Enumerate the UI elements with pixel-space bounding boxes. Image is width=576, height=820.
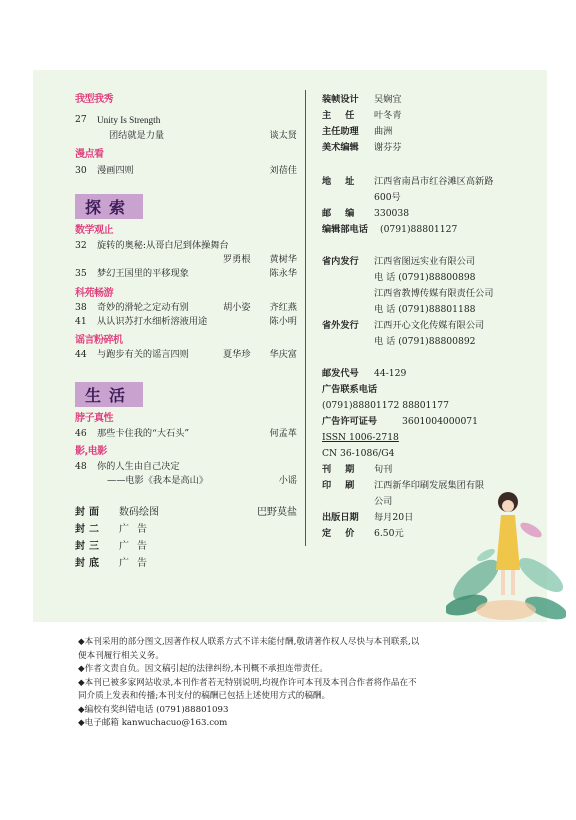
footer-line: ◆本刊已被多家网站收录,本刊作者若无特别说明,均视作许可本刊及本刊合作者将作品在不 xyxy=(78,677,417,688)
toc-entry[interactable]: 30 漫画四则 刘蓓佳 xyxy=(75,165,297,176)
section-title: 我型我秀 xyxy=(75,94,113,105)
section-title: 影,电影 xyxy=(75,446,107,457)
girl-with-plants-illustration xyxy=(446,460,566,620)
address-line2: 600号 xyxy=(374,192,401,203)
distribution-tel: 电 话 (0791)88800892 xyxy=(374,336,476,347)
category-title: 生活 xyxy=(75,382,143,407)
distribution-row: 省外发行 江西开心文化传媒有限公司 xyxy=(322,320,485,331)
staff-row: 装帧设计 吴娴宜 xyxy=(322,94,402,105)
toc-entry[interactable]: 35 梦幻王国里的平移现象 陈永华 xyxy=(75,268,297,279)
ad-phone-row: 广告联系电话 xyxy=(322,384,378,395)
footer-line: ◆作者文责自负。因文稿引起的法律纠纷,本刊概不承担连带责任。 xyxy=(78,664,328,674)
section-title: 数学观止 xyxy=(75,225,113,236)
footer-line: ◆本刊采用的部分图文,因著作权人联系方式不详未能付酬,敬请著作权人尽快与本刊联系,以 xyxy=(78,637,420,647)
distribution-tel: 电 话 (0791)88800898 xyxy=(374,272,476,283)
printer-line2: 公司 xyxy=(374,496,393,507)
toc-entry-authors: 罗勇根 黄树华 xyxy=(223,254,297,265)
footer-notes xyxy=(78,636,518,731)
section-title: 科苑畅游 xyxy=(75,288,113,299)
postcode-row: 邮编 330038 xyxy=(322,208,410,219)
section-title: 脖子真性 xyxy=(75,413,113,424)
ad-phone: (0791)88801172 88801177 xyxy=(322,400,449,411)
toc-entry[interactable]: 27 Unity Is Strength xyxy=(75,114,161,125)
staff-row: 主任助理 曲洲 xyxy=(322,126,393,137)
toc-entry[interactable]: 38 奇妙的滑轮之定动有别 胡小姿 齐红燕 xyxy=(75,302,297,313)
address-row: 地址 江西省南昌市红谷滩区高新路 xyxy=(322,176,494,187)
category-title: 探索 xyxy=(75,194,143,219)
printer-row: 印刷 江西新华印刷发展集团有限 xyxy=(322,480,485,491)
distribution-company: 江西省教博传媒有限责任公司 xyxy=(374,288,494,299)
phone-row: 编辑部电话 (0791)88801127 xyxy=(322,224,458,235)
cn-number: CN 36-1086/G4 xyxy=(322,448,395,459)
section-title: 谣言粉碎机 xyxy=(75,335,123,346)
table-of-contents xyxy=(75,90,297,572)
mail-code-row: 邮发代号 44-129 xyxy=(322,368,407,379)
footer-line: 同介质上发表和传播;本刊支付的稿酬已包括上述使用方式的稿酬。 xyxy=(78,691,331,701)
distribution-tel: 电 话 (0791)88801188 xyxy=(374,304,476,315)
staff-row: 主任 叶冬青 xyxy=(322,110,402,121)
cover-entry: 封面 数码绘图 巴野莫盐 xyxy=(75,507,297,518)
toc-entry[interactable]: 48 你的人生由自己决定 xyxy=(75,461,180,472)
toc-entry[interactable]: 41 从认识苏打水细析溶液用途 陈小明 xyxy=(75,316,297,327)
section-title: 漫点看 xyxy=(75,149,104,160)
price-row: 定价 6.50元 xyxy=(322,528,404,539)
issn: ISSN 1006-2718 xyxy=(322,432,399,443)
period-row: 刊期 旬刊 xyxy=(322,464,393,475)
toc-entry[interactable]: 32 旋转的奥秘:从哥白尼到体操舞台 xyxy=(75,240,229,251)
toc-entry[interactable]: 46 那些卡住我的“大石头” 何孟革 xyxy=(75,428,297,439)
footer-line: 便本刊履行相关义务。 xyxy=(78,650,164,661)
footer-line: ◆电子邮箱 kanwuchacuo@163.com xyxy=(78,718,228,728)
column-divider xyxy=(305,90,306,546)
distribution-row: 省内发行 江西省图远实业有限公司 xyxy=(322,256,476,267)
footer-line: ◆编校有奖纠错电话 (0791)88801093 xyxy=(78,704,229,715)
license-row: 广告许可证号 3601004000071 xyxy=(322,416,478,427)
date-row: 出版日期 每月20日 xyxy=(322,512,414,523)
toc-entry[interactable]: 44 与跑步有关的谣言四则 夏华珍 华庆富 xyxy=(75,349,297,360)
cover-entry: 封底 广告 xyxy=(75,558,155,569)
cover-entry: 封二 广告 xyxy=(75,524,155,535)
toc-entry[interactable]: 团结就是力量 谈太贤 xyxy=(109,130,297,141)
staff-row: 美术编辑 谢芬芬 xyxy=(322,142,402,153)
toc-entry[interactable]: ——电影《我本是高山》 小谣 xyxy=(107,475,297,486)
cover-entry: 封三 广告 xyxy=(75,541,155,552)
